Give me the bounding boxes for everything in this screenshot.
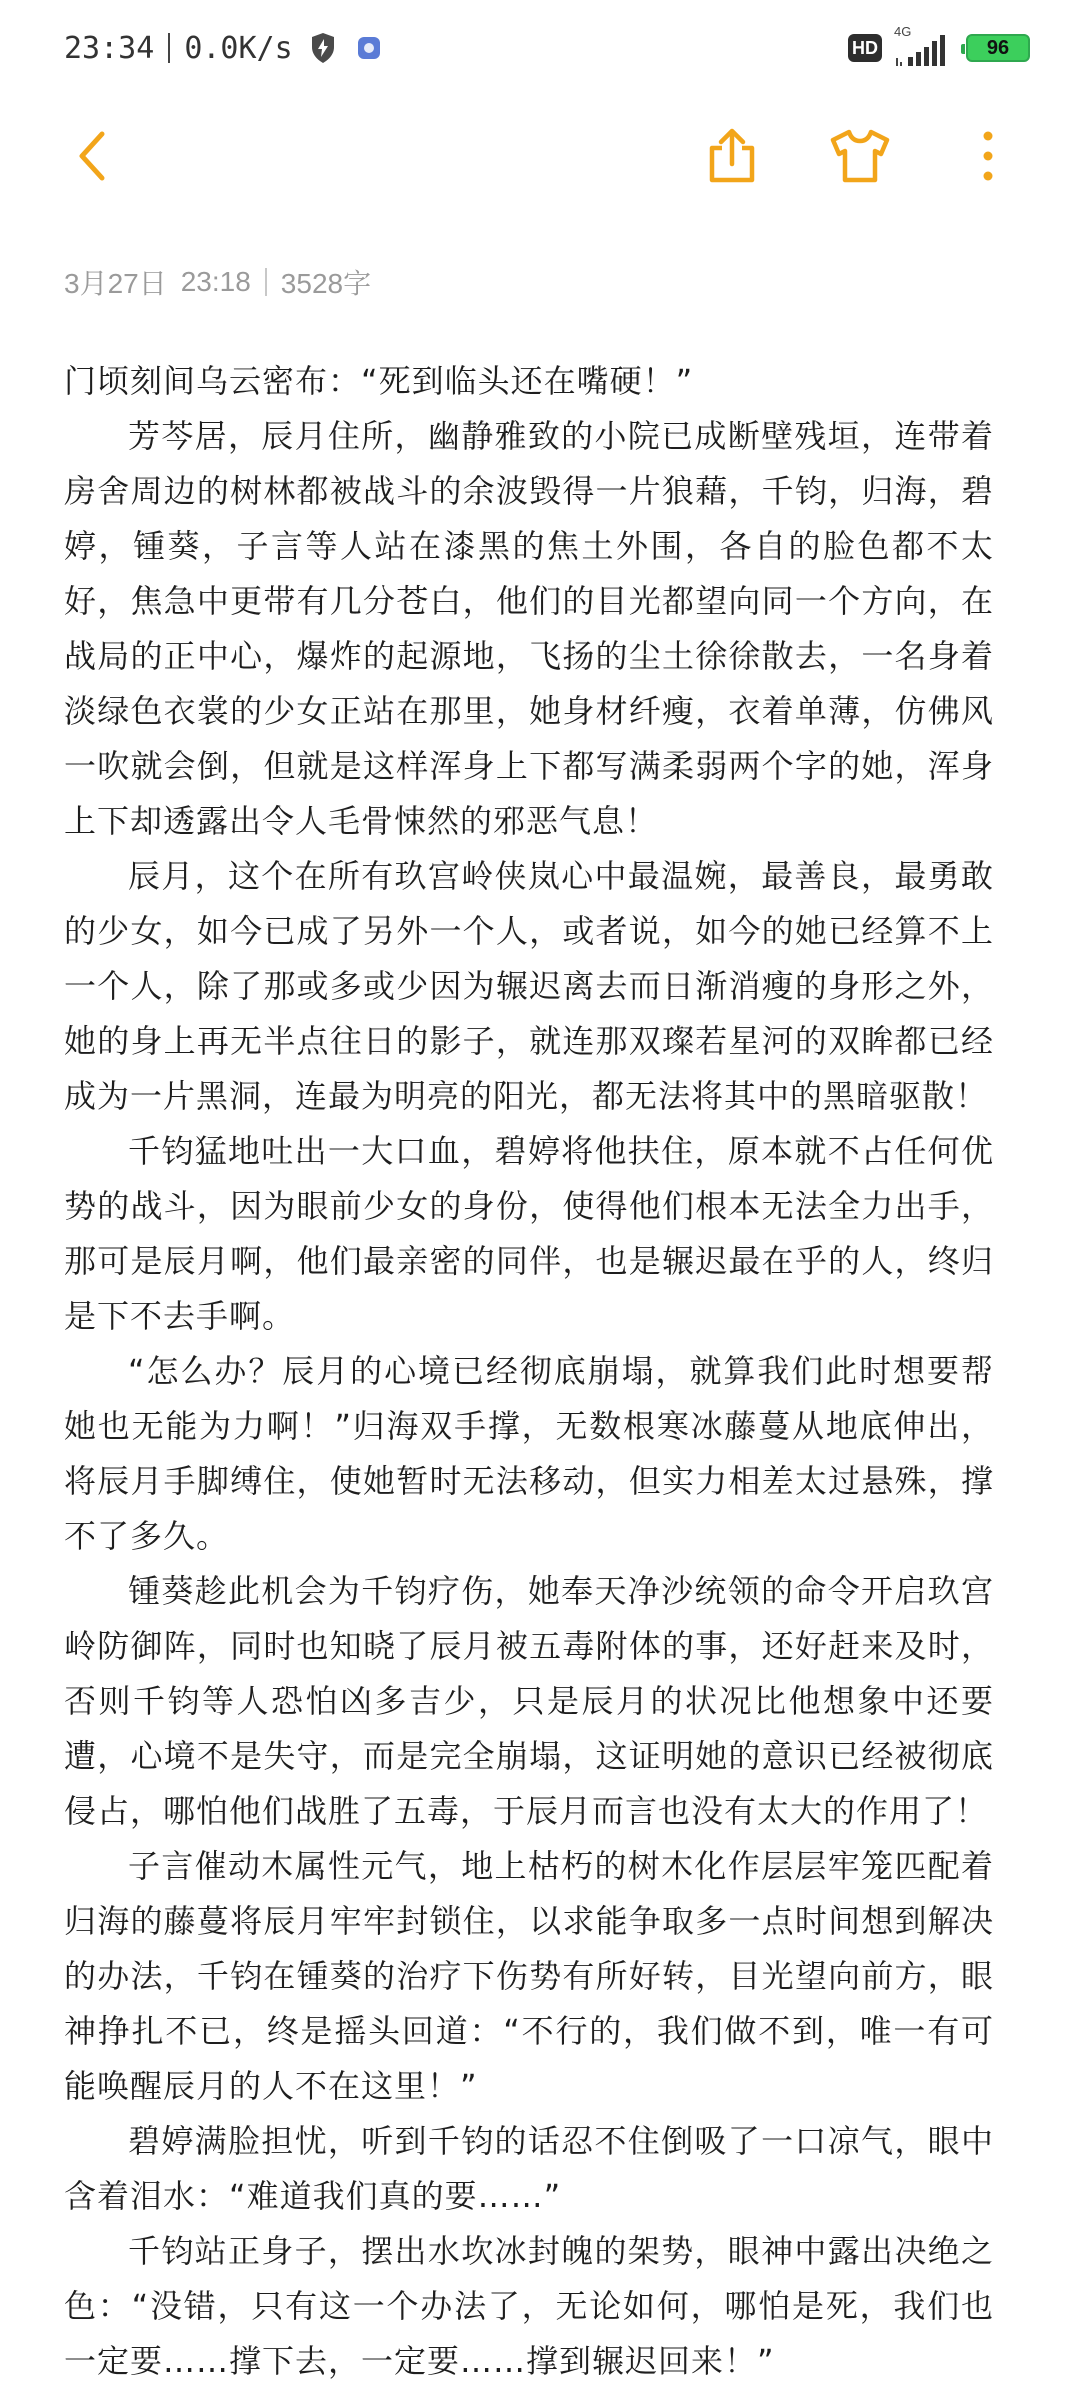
note-content[interactable] bbox=[64, 354, 994, 2389]
signal-icon bbox=[894, 24, 954, 68]
chevron-left-icon bbox=[72, 128, 112, 184]
meta-divider bbox=[265, 268, 267, 296]
paragraph: 千钧猛地吐出一大口血，碧婷将他扶住，原本就不占任何优势的战斗，因为眼前少女的身份，使得他们根本无法全力出手，那可是辰月啊，他们最亲密的同伴，也是辗迟最在乎的人，终归是下不去手啊。 bbox=[64, 1132, 994, 1335]
battery-level: 96 bbox=[986, 36, 1010, 59]
network-speed: 0.0K/s bbox=[184, 30, 293, 66]
paragraph: “怎么办？辰月的心境已经彻底崩塌，就算我们此时想要帮她也无能为力啊！”归海双手撑，无数根寒冰藤蔓从地底伸出，将辰月手脚缚住，使她暂时无法移动，但实力相差太过悬殊，撑不了多久。 bbox=[64, 1352, 994, 1555]
status-left bbox=[64, 26, 385, 70]
status-bar bbox=[0, 0, 1080, 96]
paragraph: 芳芩居，辰月住所，幽静雅致的小院已成断壁残垣，连带着房舍周边的树林都被战斗的余波毁得一片狼藉，千钧，归海，碧婷，锺葵，子言等人站在漆黑的焦土外围，各自的脸色都不太好，焦急中更带有几分苍白，他们的目光都望向同一个方向，在战局的正中心，爆炸的起源地，飞扬的尘土徐徐散去，一名身着淡绿色衣裳的少女正站在那里，她身材纤瘦，衣着单薄，仿佛风一吹就会倒，但就是这样浑身上下都写满柔弱两个字的她，浑身上下却透露出令人毛骨悚然的邪恶气息！ bbox=[64, 417, 994, 840]
shield-bolt-icon bbox=[307, 30, 339, 66]
word-count: 3528字 bbox=[280, 268, 372, 299]
note-meta bbox=[64, 262, 371, 302]
back-button[interactable] bbox=[52, 116, 132, 196]
paragraph: 门顷刻间乌云密布：“死到临头还在嘴硬！” bbox=[64, 362, 694, 400]
clock: 23:34 bbox=[64, 30, 155, 66]
note-time: 23:18 bbox=[180, 266, 251, 297]
note-date: 3月27日 bbox=[64, 268, 167, 299]
battery-icon bbox=[966, 34, 1030, 62]
paragraph: 锺葵趁此机会为千钧疗伤，她奉天净沙统领的命令开启玖宫岭防御阵，同时也知晓了辰月被五毒附体的事，还好赶来及时，否则千钧等人恐怕凶多吉少，只是辰月的状况比他想象中还要遭，心境不是失守，而是完全崩塌，这证明她的意识已经被彻底侵占，哪怕他们战胜了五毒，于辰月而言也没有太大的作用了！ bbox=[64, 1572, 994, 1830]
status-divider bbox=[168, 33, 170, 63]
theme-button[interactable] bbox=[820, 116, 900, 196]
paragraph: 碧婷满脸担忧，听到千钧的话忍不住倒吸了一口凉气，眼中含着泪水：“难道我们真的要……” bbox=[64, 2122, 994, 2215]
status-right bbox=[848, 26, 1030, 70]
paragraph: 子言催动木属性元气，地上枯朽的树木化作层层牢笼匹配着归海的藤蔓将辰月牢牢封锁住，以求能争取多一点时间想到解决的办法，千钧在锺葵的治疗下伤势有所好转，目光望向前方，眼神挣扎不已，终是摇头回道：“不行的，我们做不到，唯一有可能唤醒辰月的人不在这里！” bbox=[64, 1847, 994, 2105]
paragraph: 辰月，这个在所有玖宫岭侠岚心中最温婉，最善良，最勇敢的少女，如今已成了另外一个人，或者说，如今的她已经算不上一个人，除了那或多或少因为辗迟离去而日渐消瘦的身形之外，她的身上再无半点往日的影子，就连那双璨若星河的双眸都已经成为一片黑洞，连最为明亮的阳光，都无法将其中的黑暗驱散！ bbox=[64, 857, 994, 1115]
more-button[interactable] bbox=[948, 116, 1028, 196]
note-toolbar bbox=[0, 96, 1080, 216]
network-type: 4G bbox=[894, 24, 912, 39]
share-icon bbox=[702, 126, 762, 186]
app-notification-icon bbox=[353, 30, 385, 66]
hd-badge: HD bbox=[848, 34, 882, 62]
share-button[interactable] bbox=[692, 116, 772, 196]
more-vertical-icon bbox=[978, 126, 998, 186]
paragraph: 千钧站正身子，摆出水坎冰封魄的架势，眼神中露出决绝之色：“没错，只有这一个办法了，无论如何，哪怕是死，我们也一定要……撑下去，一定要……撑到辗迟回来！” bbox=[64, 2232, 994, 2380]
tshirt-icon bbox=[827, 126, 893, 186]
